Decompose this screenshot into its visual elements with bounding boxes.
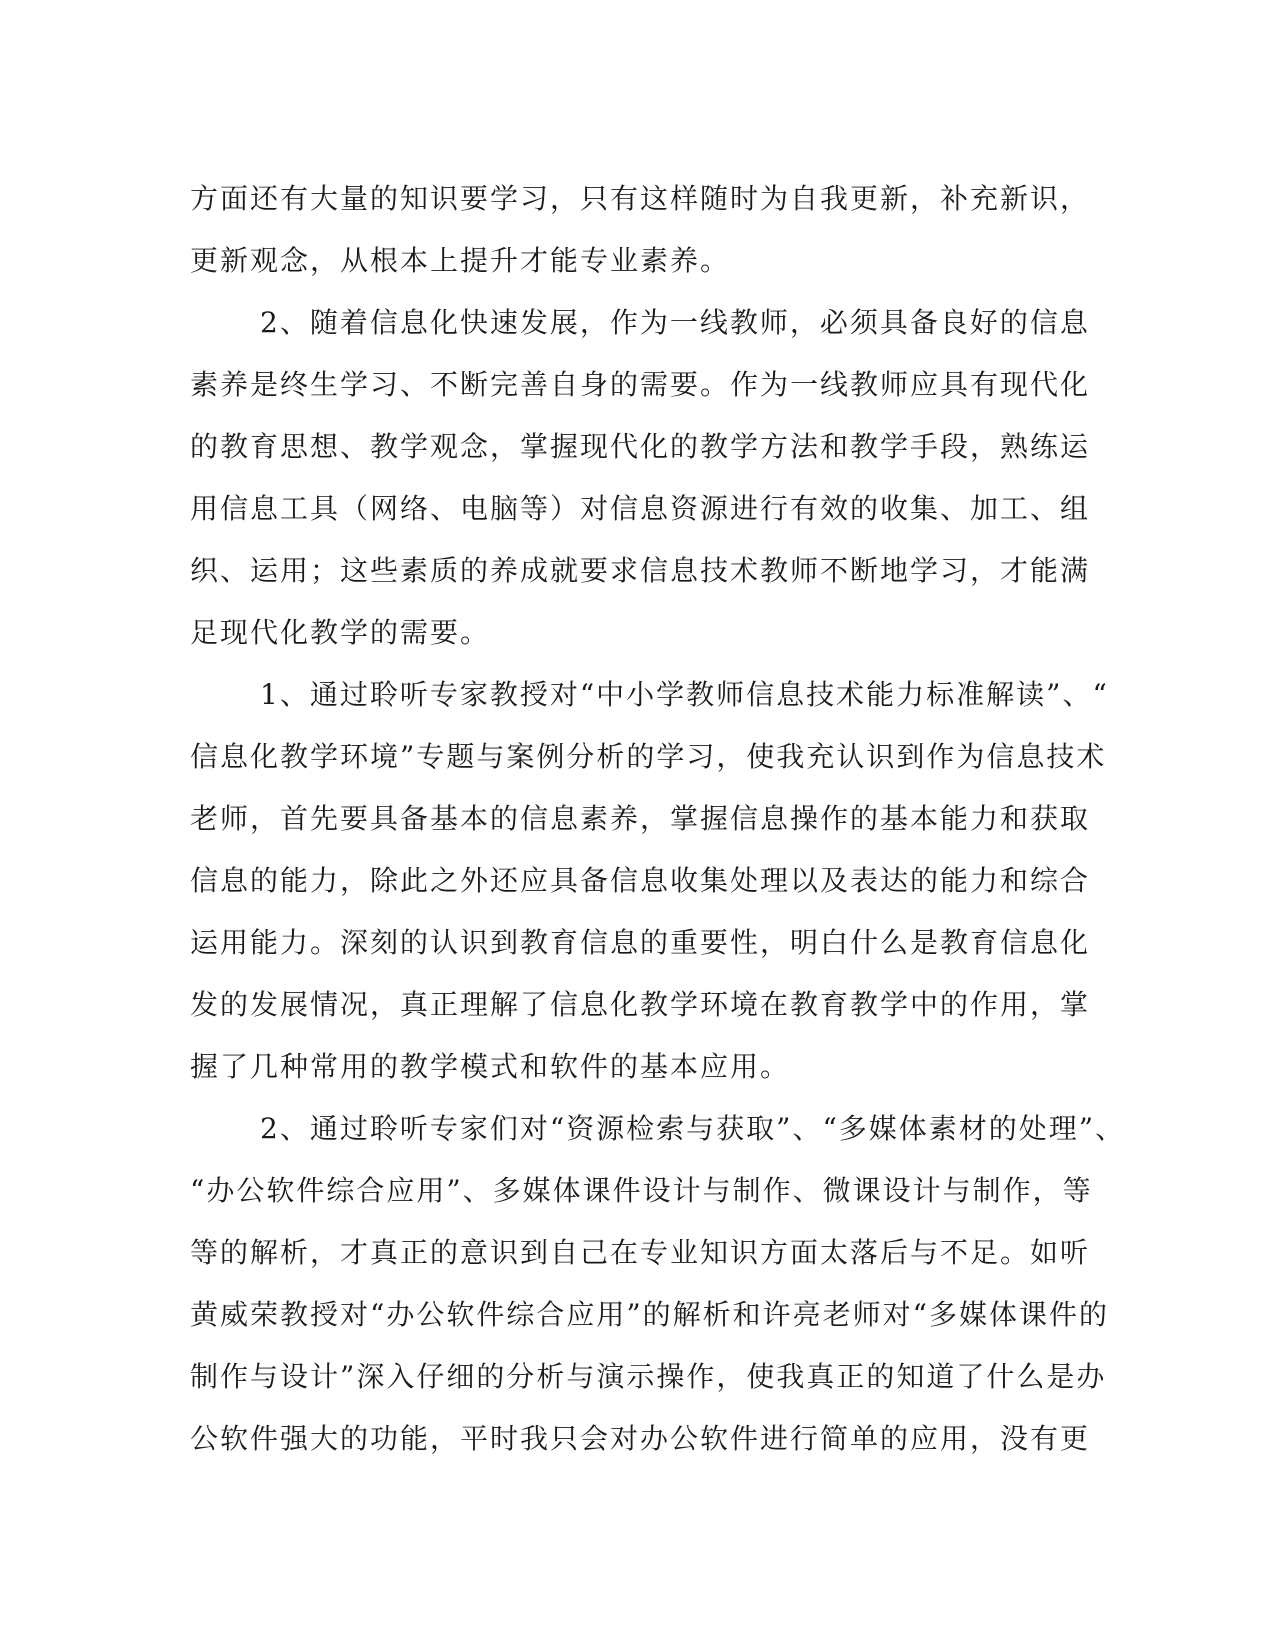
paragraph-1 [190, 168, 1091, 292]
text-line: 2、通过聆听专家们对“资源检索与获取”、“多媒体素材的处理”、 [260, 1112, 1126, 1145]
text-line: 握了几种常用的教学模式和软件的基本应用。 [190, 1050, 791, 1083]
text-line: 信息的能力，除此之外还应具备信息收集处理以及表达的能力和综合 [190, 864, 1091, 897]
text-line: 织、运用；这些素质的养成就要求信息技术教师不断地学习，才能满 [190, 554, 1091, 587]
text-line: 2、随着信息化快速发展，作为一线教师，必须具备良好的信息 [260, 306, 1090, 339]
text-line: 公软件强大的功能，平时我只会对办公软件进行简单的应用，没有更 [190, 1422, 1091, 1455]
text-line: 1、通过聆听专家教授对“中小学教师信息技术能力标准解读”、“ [260, 678, 1109, 711]
text-line: 更新观念，从根本上提升才能专业素养。 [190, 244, 731, 277]
text-line: 素养是终生学习、不断完善自身的需要。作为一线教师应具有现代化 [190, 368, 1091, 401]
text-line: 黄威荣教授对“办公软件综合应用”的解析和许亮老师对“多媒体课件的 [190, 1298, 1109, 1331]
text-line: 信息化教学环境”专题与案例分析的学习，使我充认识到作为信息技术 [190, 740, 1107, 773]
paragraph-4 [190, 1098, 1126, 1470]
text-line: 的教育思想、教学观念，掌握现代化的教学方法和教学手段，熟练运 [190, 430, 1091, 463]
body-text [190, 168, 1126, 1470]
text-line: “办公软件综合应用”、多媒体课件设计与制作、微课设计与制作，等 [190, 1174, 1093, 1207]
text-line: 发的发展情况，真正理解了信息化教学环境在教育教学中的作用，掌 [190, 988, 1091, 1021]
paragraph-2 [190, 292, 1091, 664]
text-line: 运用能力。深刻的认识到教育信息的重要性，明白什么是教育信息化 [190, 926, 1091, 959]
text-line: 老师，首先要具备基本的信息素养，掌握信息操作的基本能力和获取 [190, 802, 1091, 835]
paragraph-3 [190, 664, 1109, 1098]
text-line: 足现代化教学的需要。 [190, 616, 491, 649]
text-line: 方面还有大量的知识要学习，只有这样随时为自我更新，补充新识， [190, 182, 1091, 215]
text-line: 制作与设计”深入仔细的分析与演示操作，使我真正的知道了什么是办 [190, 1360, 1107, 1393]
text-line: 用信息工具（网络、电脑等）对信息资源进行有效的收集、加工、组 [190, 492, 1091, 525]
text-line: 等的解析，才真正的意识到自己在专业知识方面太落后与不足。如听 [190, 1236, 1091, 1269]
